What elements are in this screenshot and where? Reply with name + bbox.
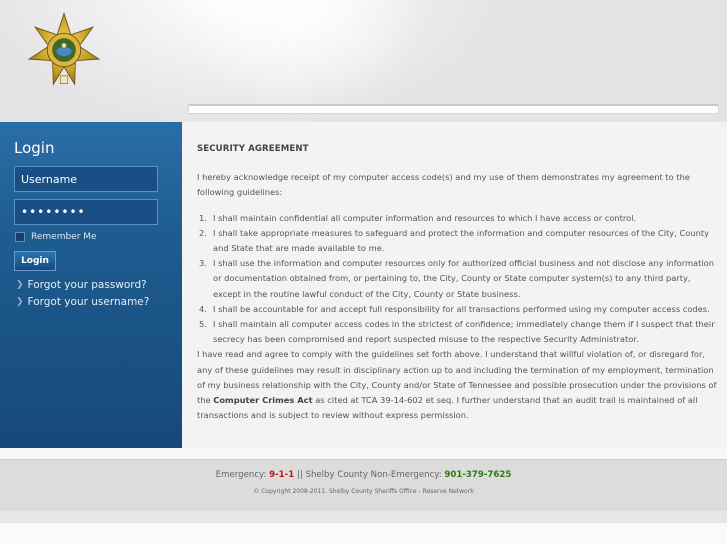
list-item: 3. I shall use the information and computer resources only for authorized official business and not disclose any information or documentation obtained from, or pertaining to, the City, County or State computer system(s) to any third party, except in the routine lawful conduct of the City, County or State business. (199, 258, 715, 299)
page-footer (0, 459, 727, 511)
remember-me-label: Remember Me (31, 232, 97, 242)
forgot-password-label: Forgot your password? (27, 279, 147, 291)
list-item: 1. I shall maintain confidential all computer information and resources to which I have access or control. (199, 212, 637, 223)
sheriff-star-badge-icon (26, 12, 102, 88)
computer-crimes-act: Computer Crimes Act (213, 395, 313, 406)
emergency-number: 9-1-1 (269, 470, 295, 480)
forgot-username-label: Forgot your username? (27, 296, 150, 308)
remember-me-checkbox[interactable] (15, 232, 25, 242)
agreement-list (197, 211, 717, 348)
password-input[interactable] (14, 199, 158, 225)
chevron-right-icon: ❯ (16, 297, 24, 307)
non-emergency-number: 901-379-7625 (444, 470, 512, 480)
footer-contact: Emergency: 9-1-1 || Shelby County Non-Emergency: 901-379-7625 (215, 470, 512, 480)
login-button[interactable]: Login (14, 251, 56, 271)
list-item: 4. I shall be accountable for and accept full responsibility for all transactions performed using my computer access codes. (199, 303, 710, 314)
forgot-username-link[interactable] (16, 295, 149, 309)
footer-copyright: © Copyright 2008-2011. Shelby County Sheriffs Office - Reserve Network (253, 488, 474, 495)
list-item: 5. I shall maintain all computer access codes in the strictest of confidence; immediately change them if I suspect that their secrecy has been compromised and report suspected misuse to the respective Security Administrator. (199, 319, 715, 345)
content-top-bar (188, 104, 719, 114)
agreement-title: SECURITY AGREEMENT (197, 144, 309, 154)
bottom-band (0, 511, 727, 523)
login-panel (0, 122, 182, 448)
security-agreement (197, 142, 717, 423)
login-title: Login (14, 139, 55, 157)
remember-me-row[interactable] (15, 230, 97, 244)
username-input[interactable] (14, 166, 158, 192)
agreement-intro: I hereby acknowledge receipt of my computer access code(s) and my use of them demonstrates my agreement to the following guidelines: (197, 172, 690, 198)
main-content (182, 122, 727, 448)
agreement-closing: I have read and agree to comply with the guidelines set forth above. I understand that willful violation of, or disregard for, any of these guidelines may result in disciplinary action up to and including the termination of my employment, termination of my business relationship with the City, County and/or State of Tennessee and possible prosecution under the provisions of the Computer Crimes Act as cited at TCA 39-14-602 et seq. I further understand that an audit trail is maintained of all transactions and is subject to review without express permission. (197, 349, 717, 421)
forgot-password-link[interactable] (16, 278, 147, 292)
chevron-right-icon: ❯ (16, 280, 24, 290)
list-item: 2. I shall take appropriate measures to safeguard and protect the information and computer resources of the City, County and State that are made available to me. (199, 227, 710, 254)
bottom-area (0, 523, 727, 545)
footer-divider (0, 448, 727, 459)
